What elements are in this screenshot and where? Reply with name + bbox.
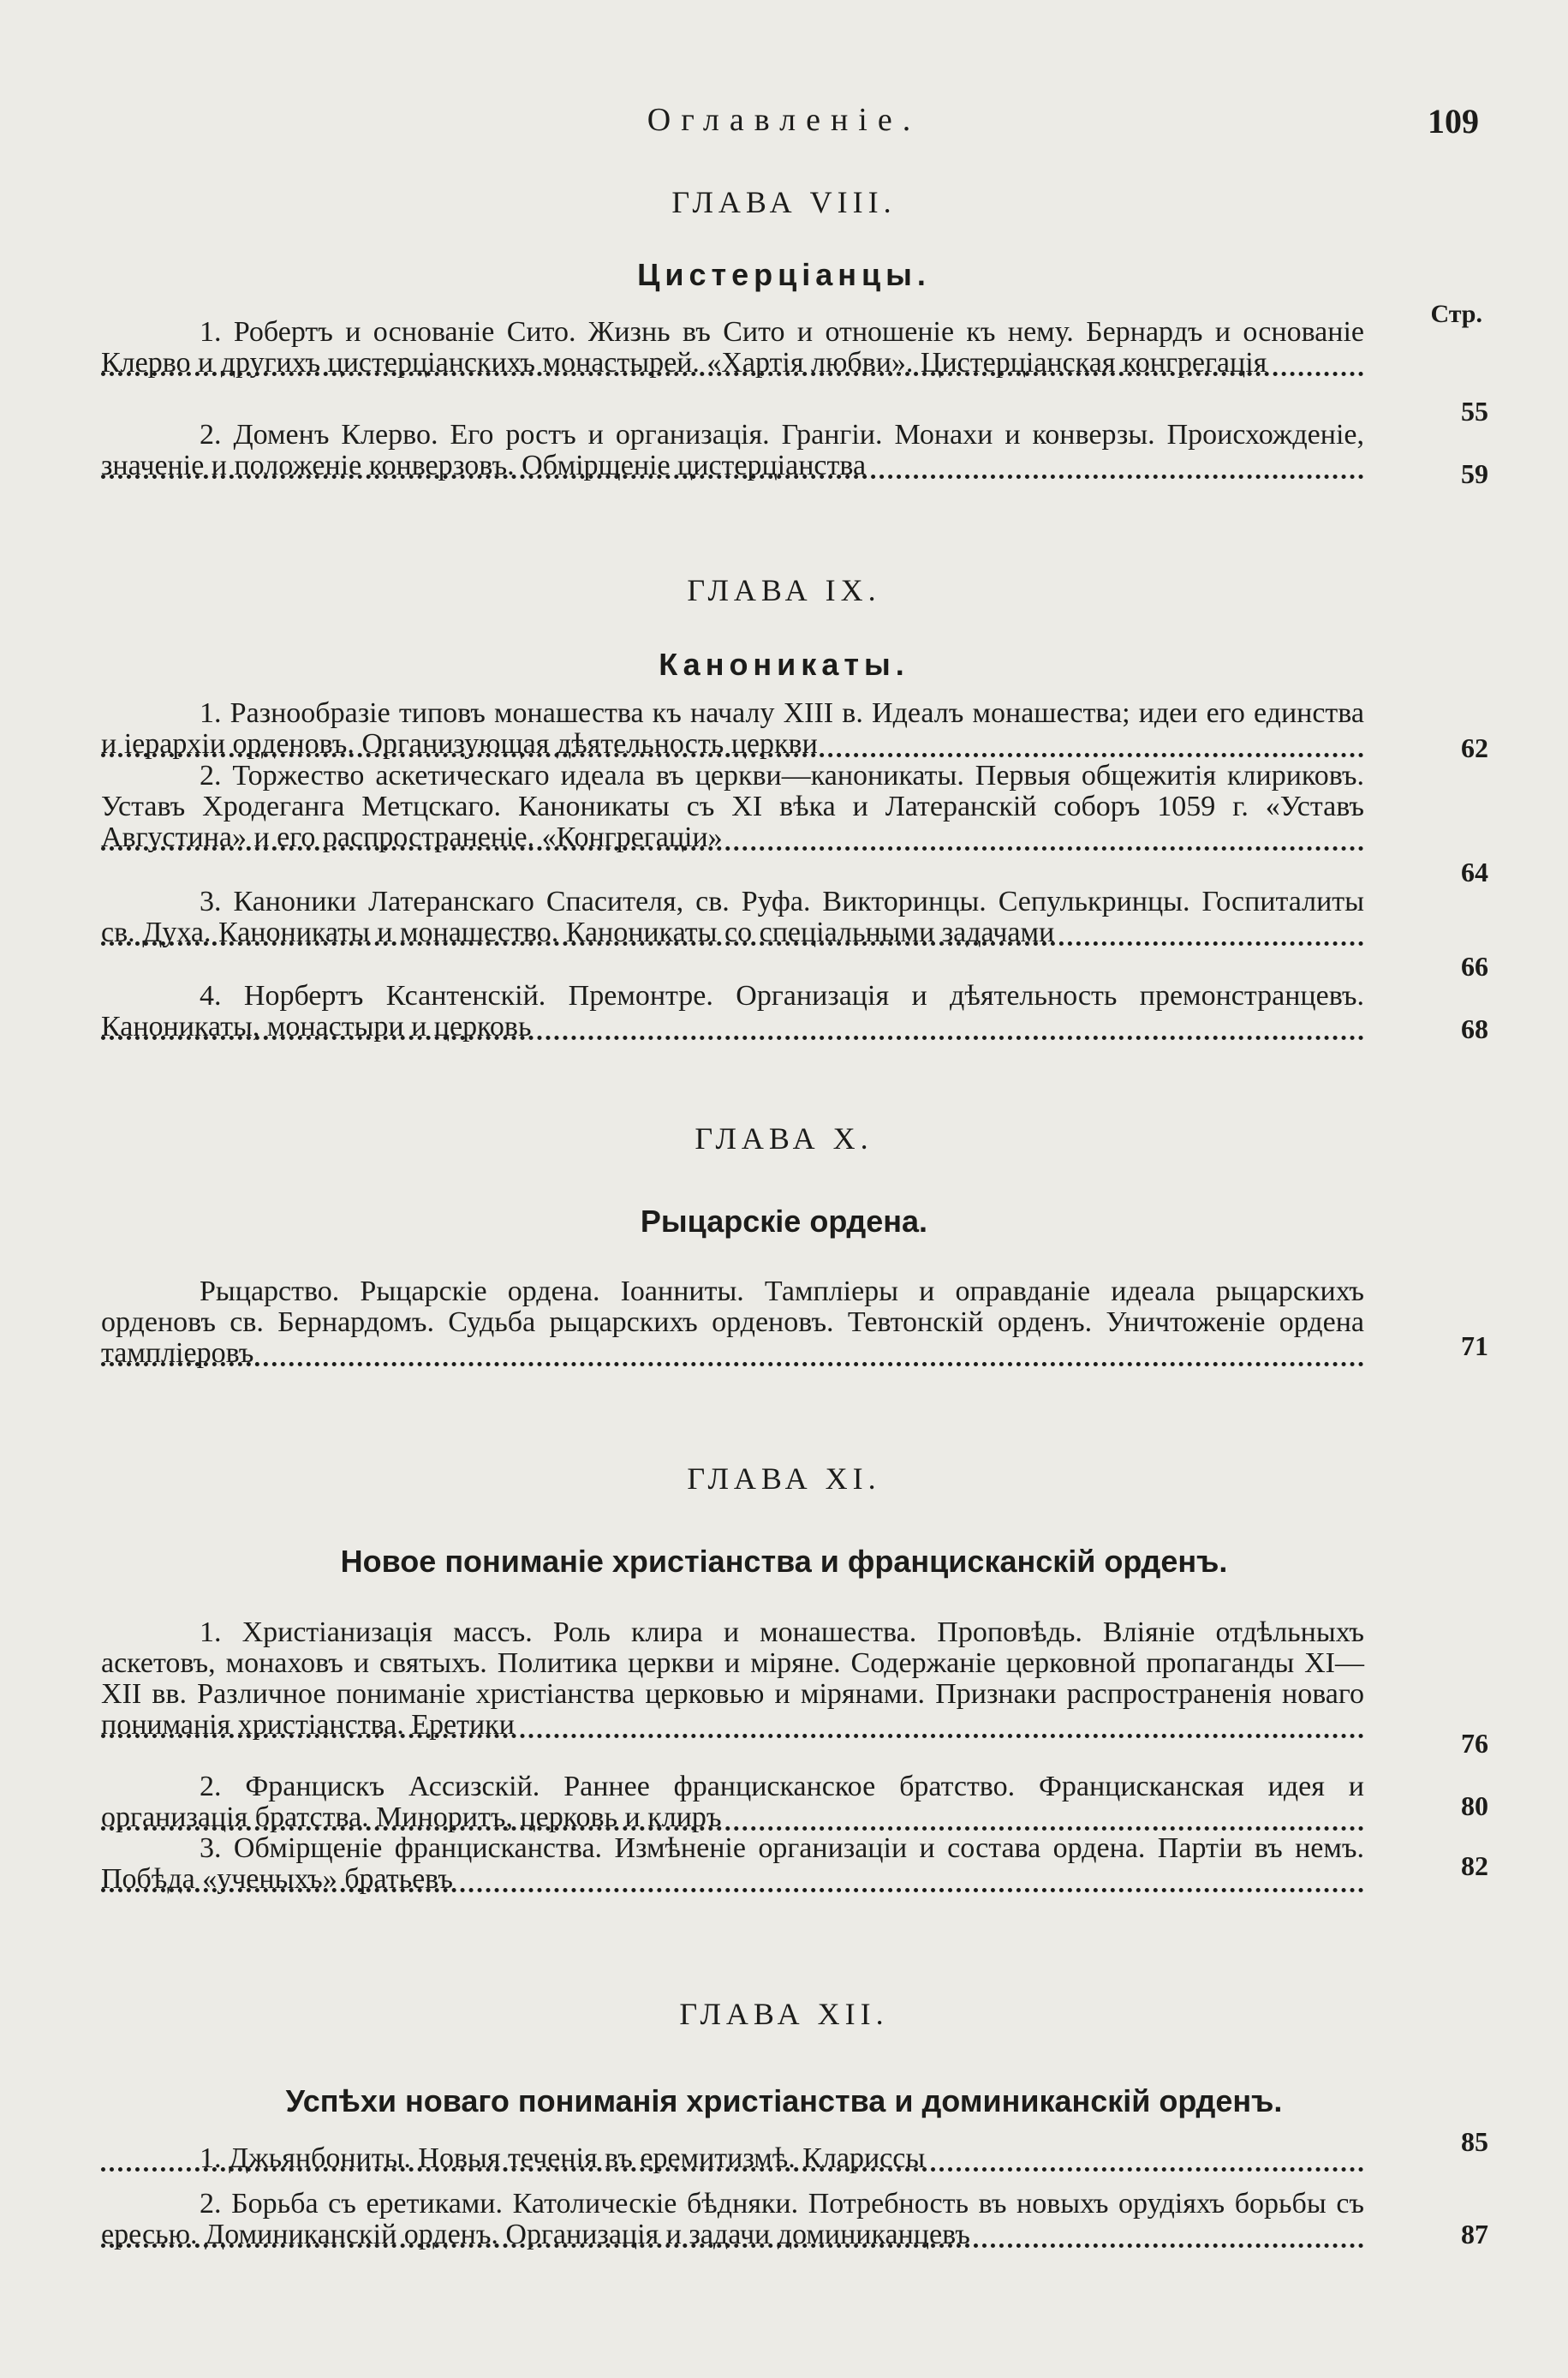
toc-entry	[101, 761, 1364, 851]
toc-entry	[101, 697, 1364, 760]
page-column-label: Стр.	[1430, 300, 1482, 328]
toc-page-ref: 55	[1461, 396, 1488, 427]
toc-entry-text: 4. Норбертъ Ксантенскій. Премонтре. Организація и дѣятельность премонстранцевъ. Каноникаты, монастыри и церковь	[101, 980, 1364, 1043]
toc-entry	[101, 2143, 1364, 2172]
toc-page-ref: 85	[1461, 2126, 1488, 2157]
toc-entry-text: 2. Борьба съ еретиками. Католическіе бѣдняки. Потребность въ новыхъ орудіяхъ борьбы съ ересью. Доминиканскій орденъ. Организація и задачи доминиканцевъ	[101, 2188, 1364, 2250]
chapter-title: ГЛАВА XI.	[687, 1461, 881, 1496]
toc-entry-text: 2. Францискъ Ассизскій. Раннее францисканское братство. Францисканская идея и организація братства. Миноритъ, церковь и клиръ	[101, 1771, 1364, 1833]
chapter-title: ГЛАВА VIII.	[671, 185, 897, 219]
chapter-title: ГЛАВА IX.	[687, 573, 881, 607]
toc-entry	[101, 887, 1364, 946]
page-number: 109	[1428, 102, 1479, 140]
toc-page-ref: 82	[1461, 1850, 1488, 1881]
toc-page-ref: 87	[1461, 2219, 1488, 2250]
toc-entry	[101, 1616, 1364, 1741]
chapter-title: ГЛАВА X.	[695, 1121, 873, 1156]
chapter-subtitle: Цистерціанцы.	[637, 257, 931, 292]
toc-entry	[101, 1276, 1364, 1369]
toc-entry	[101, 420, 1364, 479]
chapter-subtitle: Рыцарскіе ордена.	[640, 1204, 928, 1239]
toc-entry-text: 2. Торжество аскетическаго идеала въ церкви—каноникаты. Первыя общежитія клириковъ. Уставъ Хродеганга Метцскаго. Каноникаты съ XI вѣка и Латеранскій соборъ 1059 г. «Уставъ Августина» и его распространеніе. «Конгрегаціи»	[101, 760, 1364, 853]
toc-entry-text: Рыцарство. Рыцарскіе ордена. Іоанниты. Тампліеры и оправданіе идеала рыцарскихъ орденовъ св. Бернардомъ. Судьба рыцарскихъ орденовъ. Тевтонскій орденъ. Уничтоженіе ордена тампліеровъ	[101, 1276, 1364, 1369]
toc-entry-text: 1. Разнообразіе типовъ монашества къ началу XIII в. Идеалъ монашества; идеи его единства и іерархіи орденовъ. Организующая дѣятельность церкви	[101, 697, 1364, 760]
toc-page-ref: 66	[1461, 951, 1488, 982]
toc-page-ref: 62	[1461, 732, 1488, 763]
toc-entry	[101, 316, 1364, 379]
toc-page-ref: 64	[1461, 857, 1488, 887]
toc-page-ref: 76	[1461, 1728, 1488, 1759]
toc-entry	[101, 2189, 1364, 2248]
toc-page-ref: 59	[1461, 458, 1488, 489]
chapter-title: ГЛАВА XII.	[679, 1997, 889, 2031]
toc-entry	[101, 1832, 1364, 1895]
toc-page-ref: 71	[1461, 1330, 1488, 1361]
dot-leader	[101, 1362, 1364, 1366]
toc-entry-text: 2. Доменъ Клерво. Его ростъ и организація. Грангіи. Монахи и конверзы. Происхожденіе, значеніе и положеніе конверзовъ. Обмірщеніе цистерціанства	[101, 419, 1364, 481]
toc-entry-text: 1. Робертъ и основаніе Сито. Жизнь въ Сито и отношеніе къ нему. Бернардъ и основаніе Клерво и другихъ цистерціанскихъ монастырей. «Хартія любви». Цистерціанская конгрегація	[101, 316, 1364, 379]
toc-page-ref: 68	[1461, 1013, 1488, 1044]
toc-entry	[101, 980, 1364, 1043]
toc-entry-text: 1. Христіанизація массъ. Роль клира и монашества. Проповѣдь. Вліяніе отдѣльныхъ аскетовъ, монаховъ и святыхъ. Политика церкви и міряне. Содержаніе церковной пропаганды XI—XII вв. Различное пониманіе христіанства церковью и мірянами. Признаки распространенія новаго пониманія христіанства. Еретики	[101, 1616, 1364, 1741]
chapter-subtitle: Успѣхи новаго пониманія христіанства и доминиканскій орденъ.	[285, 2083, 1283, 2118]
toc-entry	[101, 1772, 1364, 1831]
chapter-subtitle: Каноникаты.	[659, 647, 909, 682]
toc-entry-text: 1. Джьянбониты. Новыя теченія въ еремитизмѣ. Клариссы	[200, 2142, 926, 2174]
toc-entry-text: 3. Обмірщеніе францисканства. Измѣненіе организаціи и состава ордена. Партіи въ немъ. Побѣда «ученыхъ» братьевъ	[101, 1832, 1364, 1895]
toc-page-ref: 80	[1461, 1790, 1488, 1821]
chapter-subtitle: Новое пониманіе христіанства и францисканскій орденъ.	[340, 1544, 1228, 1579]
toc-entry-text: 3. Каноники Латеранскаго Спасителя, св. Руфа. Викторинцы. Сепулькринцы. Госпиталиты св. Духа. Каноникаты и монашество. Каноникаты со спеціальными задачами	[101, 886, 1364, 948]
running-title: Оглавленіе.	[647, 102, 921, 138]
